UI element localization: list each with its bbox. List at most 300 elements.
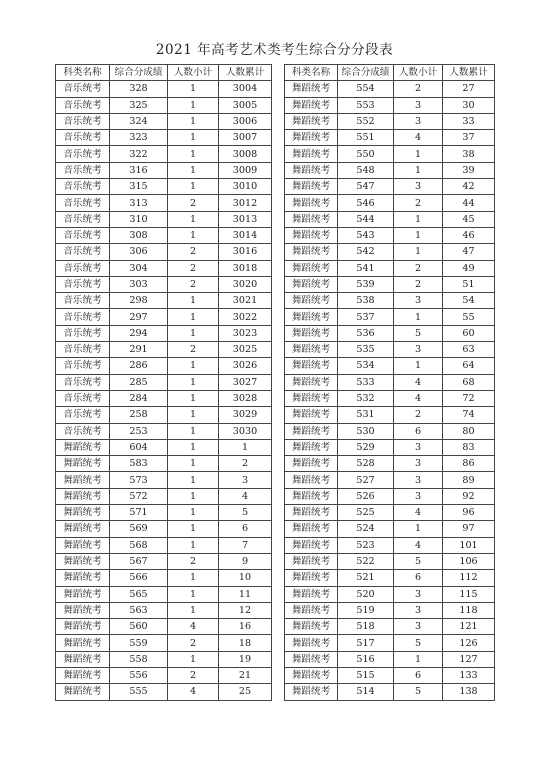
cell-count: 1 xyxy=(168,146,219,162)
cell-cumulative: 138 xyxy=(443,684,495,700)
table-row xyxy=(56,651,272,667)
cell-cumulative: 121 xyxy=(443,619,495,635)
table-row xyxy=(56,407,272,423)
table-row xyxy=(56,325,272,341)
cell-count: 2 xyxy=(168,260,219,276)
table-row xyxy=(285,423,495,439)
cell-score: 322 xyxy=(110,146,168,162)
cell-category: 舞蹈统考 xyxy=(285,293,338,309)
cell-count: 1 xyxy=(394,211,443,227)
cell-count: 1 xyxy=(394,521,443,537)
cell-category: 舞蹈统考 xyxy=(285,195,338,211)
cell-cumulative: 126 xyxy=(443,635,495,651)
cell-score: 538 xyxy=(338,293,394,309)
table-row xyxy=(285,244,495,260)
cell-category: 舞蹈统考 xyxy=(56,667,110,683)
cell-cumulative: 63 xyxy=(443,342,495,358)
cell-cumulative: 3018 xyxy=(219,260,272,276)
cell-score: 534 xyxy=(338,358,394,374)
table-row xyxy=(285,146,495,162)
cell-category: 舞蹈统考 xyxy=(285,586,338,602)
cell-cumulative: 44 xyxy=(443,195,495,211)
cell-category: 舞蹈统考 xyxy=(56,635,110,651)
cell-count: 4 xyxy=(394,505,443,521)
column-header-score: 综合分成绩 xyxy=(110,65,168,81)
cell-score: 525 xyxy=(338,505,394,521)
table-row xyxy=(285,276,495,292)
cell-cumulative: 3020 xyxy=(219,276,272,292)
cell-count: 1 xyxy=(168,537,219,553)
cell-score: 539 xyxy=(338,276,394,292)
cell-count: 1 xyxy=(168,472,219,488)
table-row xyxy=(285,635,495,651)
cell-category: 音乐统考 xyxy=(56,244,110,260)
cell-score: 572 xyxy=(110,488,168,504)
cell-count: 3 xyxy=(394,113,443,129)
cell-count: 4 xyxy=(394,374,443,390)
table-row xyxy=(285,211,495,227)
table-row xyxy=(56,81,272,97)
cell-cumulative: 33 xyxy=(443,113,495,129)
cell-cumulative: 115 xyxy=(443,586,495,602)
cell-cumulative: 3027 xyxy=(219,374,272,390)
cell-category: 舞蹈统考 xyxy=(285,374,338,390)
table-header-row xyxy=(285,65,495,81)
cell-cumulative: 7 xyxy=(219,537,272,553)
table-row xyxy=(56,635,272,651)
cell-score: 547 xyxy=(338,179,394,195)
cell-cumulative: 10 xyxy=(219,570,272,586)
cell-score: 517 xyxy=(338,635,394,651)
cell-count: 1 xyxy=(394,651,443,667)
cell-count: 3 xyxy=(394,456,443,472)
cell-cumulative: 3030 xyxy=(219,423,272,439)
cell-count: 1 xyxy=(168,488,219,504)
cell-score: 303 xyxy=(110,276,168,292)
cell-cumulative: 3007 xyxy=(219,130,272,146)
cell-category: 音乐统考 xyxy=(56,260,110,276)
cell-cumulative: 9 xyxy=(219,553,272,569)
cell-category: 舞蹈统考 xyxy=(285,162,338,178)
cell-score: 556 xyxy=(110,667,168,683)
cell-category: 舞蹈统考 xyxy=(56,602,110,618)
cell-cumulative: 3006 xyxy=(219,113,272,129)
cell-score: 520 xyxy=(338,586,394,602)
cell-score: 536 xyxy=(338,325,394,341)
cell-category: 舞蹈统考 xyxy=(285,505,338,521)
table-row xyxy=(285,537,495,553)
cell-cumulative: 68 xyxy=(443,374,495,390)
cell-count: 1 xyxy=(168,456,219,472)
score-tables xyxy=(55,64,494,704)
cell-score: 563 xyxy=(110,602,168,618)
cell-cumulative: 49 xyxy=(443,260,495,276)
cell-category: 舞蹈统考 xyxy=(56,570,110,586)
score-table-left xyxy=(55,64,272,701)
cell-category: 音乐统考 xyxy=(56,390,110,406)
cell-count: 1 xyxy=(168,570,219,586)
cell-cumulative: 21 xyxy=(219,667,272,683)
table-row xyxy=(56,211,272,227)
cell-count: 1 xyxy=(168,81,219,97)
table-row xyxy=(285,456,495,472)
cell-category: 音乐统考 xyxy=(56,81,110,97)
cell-category: 音乐统考 xyxy=(56,179,110,195)
cell-category: 音乐统考 xyxy=(56,325,110,341)
cell-count: 1 xyxy=(168,227,219,243)
cell-score: 548 xyxy=(338,162,394,178)
cell-category: 舞蹈统考 xyxy=(285,537,338,553)
table-row xyxy=(56,521,272,537)
cell-category: 舞蹈统考 xyxy=(285,179,338,195)
cell-score: 316 xyxy=(110,162,168,178)
table-row xyxy=(285,342,495,358)
cell-category: 音乐统考 xyxy=(56,195,110,211)
cell-category: 舞蹈统考 xyxy=(285,309,338,325)
cell-count: 1 xyxy=(394,309,443,325)
cell-score: 306 xyxy=(110,244,168,260)
column-header-score: 综合分成绩 xyxy=(338,65,394,81)
cell-category: 音乐统考 xyxy=(56,276,110,292)
cell-score: 516 xyxy=(338,651,394,667)
cell-score: 558 xyxy=(110,651,168,667)
cell-count: 6 xyxy=(394,423,443,439)
cell-category: 舞蹈统考 xyxy=(56,537,110,553)
cell-score: 567 xyxy=(110,553,168,569)
cell-category: 舞蹈统考 xyxy=(56,488,110,504)
cell-count: 1 xyxy=(168,325,219,341)
cell-count: 1 xyxy=(168,602,219,618)
cell-score: 583 xyxy=(110,456,168,472)
cell-score: 552 xyxy=(338,113,394,129)
cell-score: 514 xyxy=(338,684,394,700)
table-row xyxy=(285,586,495,602)
cell-cumulative: 64 xyxy=(443,358,495,374)
cell-cumulative: 54 xyxy=(443,293,495,309)
cell-count: 1 xyxy=(394,146,443,162)
cell-category: 舞蹈统考 xyxy=(56,521,110,537)
cell-count: 2 xyxy=(168,195,219,211)
cell-category: 舞蹈统考 xyxy=(285,390,338,406)
table-row xyxy=(56,439,272,455)
cell-score: 323 xyxy=(110,130,168,146)
cell-cumulative: 3004 xyxy=(219,81,272,97)
cell-score: 537 xyxy=(338,309,394,325)
cell-cumulative: 3 xyxy=(219,472,272,488)
cell-cumulative: 72 xyxy=(443,390,495,406)
cell-category: 音乐统考 xyxy=(56,423,110,439)
cell-cumulative: 37 xyxy=(443,130,495,146)
cell-cumulative: 97 xyxy=(443,521,495,537)
cell-cumulative: 38 xyxy=(443,146,495,162)
table-row xyxy=(285,488,495,504)
cell-category: 舞蹈统考 xyxy=(56,456,110,472)
cell-score: 519 xyxy=(338,602,394,618)
cell-score: 554 xyxy=(338,81,394,97)
cell-cumulative: 74 xyxy=(443,407,495,423)
cell-count: 4 xyxy=(394,390,443,406)
cell-count: 5 xyxy=(394,635,443,651)
table-row xyxy=(285,667,495,683)
cell-category: 音乐统考 xyxy=(56,146,110,162)
cell-score: 294 xyxy=(110,325,168,341)
cell-score: 543 xyxy=(338,227,394,243)
cell-count: 1 xyxy=(394,162,443,178)
cell-category: 舞蹈统考 xyxy=(285,113,338,129)
cell-cumulative: 47 xyxy=(443,244,495,260)
cell-cumulative: 30 xyxy=(443,97,495,113)
cell-category: 舞蹈统考 xyxy=(285,619,338,635)
cell-count: 2 xyxy=(168,276,219,292)
cell-score: 515 xyxy=(338,667,394,683)
page-title: 2021 年高考艺术类考生综合分分段表 xyxy=(155,42,394,58)
cell-cumulative: 3021 xyxy=(219,293,272,309)
cell-score: 528 xyxy=(338,456,394,472)
cell-cumulative: 3016 xyxy=(219,244,272,260)
cell-cumulative: 46 xyxy=(443,227,495,243)
cell-count: 1 xyxy=(168,309,219,325)
cell-score: 310 xyxy=(110,211,168,227)
cell-category: 舞蹈统考 xyxy=(56,684,110,700)
cell-cumulative: 11 xyxy=(219,586,272,602)
table-row xyxy=(56,374,272,390)
cell-category: 舞蹈统考 xyxy=(285,684,338,700)
table-row xyxy=(285,309,495,325)
cell-cumulative: 89 xyxy=(443,472,495,488)
cell-score: 258 xyxy=(110,407,168,423)
cell-category: 音乐统考 xyxy=(56,342,110,358)
cell-cumulative: 3025 xyxy=(219,342,272,358)
cell-count: 2 xyxy=(394,407,443,423)
cell-score: 527 xyxy=(338,472,394,488)
cell-score: 526 xyxy=(338,488,394,504)
cell-count: 3 xyxy=(394,586,443,602)
cell-category: 舞蹈统考 xyxy=(285,553,338,569)
cell-category: 舞蹈统考 xyxy=(285,635,338,651)
cell-count: 4 xyxy=(394,537,443,553)
cell-count: 3 xyxy=(394,342,443,358)
cell-cumulative: 60 xyxy=(443,325,495,341)
cell-score: 298 xyxy=(110,293,168,309)
cell-count: 1 xyxy=(168,358,219,374)
cell-count: 6 xyxy=(394,570,443,586)
cell-score: 533 xyxy=(338,374,394,390)
cell-score: 544 xyxy=(338,211,394,227)
cell-count: 2 xyxy=(394,81,443,97)
cell-count: 1 xyxy=(168,293,219,309)
cell-count: 1 xyxy=(168,407,219,423)
cell-category: 舞蹈统考 xyxy=(285,276,338,292)
table-row xyxy=(285,227,495,243)
cell-count: 1 xyxy=(168,130,219,146)
table-row xyxy=(56,244,272,260)
cell-category: 舞蹈统考 xyxy=(285,325,338,341)
cell-category: 舞蹈统考 xyxy=(56,553,110,569)
table-row xyxy=(285,113,495,129)
cell-category: 音乐统考 xyxy=(56,374,110,390)
cell-cumulative: 19 xyxy=(219,651,272,667)
table-row xyxy=(56,390,272,406)
cell-cumulative: 4 xyxy=(219,488,272,504)
table-body-left xyxy=(56,81,272,700)
cell-cumulative: 25 xyxy=(219,684,272,700)
cell-count: 3 xyxy=(394,179,443,195)
cell-score: 535 xyxy=(338,342,394,358)
table-row xyxy=(56,505,272,521)
cell-cumulative: 101 xyxy=(443,537,495,553)
cell-category: 舞蹈统考 xyxy=(56,586,110,602)
cell-count: 1 xyxy=(394,227,443,243)
cell-score: 518 xyxy=(338,619,394,635)
cell-count: 2 xyxy=(394,276,443,292)
cell-cumulative: 127 xyxy=(443,651,495,667)
table-row xyxy=(285,684,495,700)
cell-score: 553 xyxy=(338,97,394,113)
cell-score: 291 xyxy=(110,342,168,358)
cell-count: 3 xyxy=(394,97,443,113)
cell-count: 1 xyxy=(168,423,219,439)
cell-cumulative: 3028 xyxy=(219,390,272,406)
cell-category: 音乐统考 xyxy=(56,293,110,309)
cell-score: 529 xyxy=(338,439,394,455)
table-row xyxy=(285,439,495,455)
cell-score: 284 xyxy=(110,390,168,406)
table-row xyxy=(56,423,272,439)
table-header-row xyxy=(56,65,272,81)
cell-cumulative: 83 xyxy=(443,439,495,455)
cell-cumulative: 80 xyxy=(443,423,495,439)
table-row xyxy=(56,276,272,292)
cell-count: 2 xyxy=(394,195,443,211)
cell-score: 313 xyxy=(110,195,168,211)
cell-category: 音乐统考 xyxy=(56,97,110,113)
cell-score: 604 xyxy=(110,439,168,455)
cell-cumulative: 3009 xyxy=(219,162,272,178)
table-row xyxy=(56,146,272,162)
table-row xyxy=(285,602,495,618)
cell-category: 舞蹈统考 xyxy=(56,651,110,667)
cell-count: 5 xyxy=(394,325,443,341)
cell-score: 566 xyxy=(110,570,168,586)
cell-category: 舞蹈统考 xyxy=(285,244,338,260)
cell-count: 2 xyxy=(168,342,219,358)
cell-count: 1 xyxy=(168,162,219,178)
cell-count: 1 xyxy=(168,97,219,113)
cell-score: 550 xyxy=(338,146,394,162)
cell-cumulative: 106 xyxy=(443,553,495,569)
table-row xyxy=(56,309,272,325)
cell-count: 4 xyxy=(168,619,219,635)
table-row xyxy=(56,342,272,358)
cell-score: 524 xyxy=(338,521,394,537)
cell-cumulative: 51 xyxy=(443,276,495,292)
cell-category: 舞蹈统考 xyxy=(56,439,110,455)
cell-count: 1 xyxy=(168,390,219,406)
table-row xyxy=(56,97,272,113)
cell-count: 5 xyxy=(394,684,443,700)
cell-count: 3 xyxy=(394,293,443,309)
cell-category: 舞蹈统考 xyxy=(285,407,338,423)
cell-score: 541 xyxy=(338,260,394,276)
cell-cumulative: 39 xyxy=(443,162,495,178)
cell-count: 1 xyxy=(168,586,219,602)
table-row xyxy=(56,195,272,211)
cell-count: 3 xyxy=(394,439,443,455)
table-row xyxy=(285,358,495,374)
cell-cumulative: 3014 xyxy=(219,227,272,243)
cell-category: 舞蹈统考 xyxy=(285,651,338,667)
table-row xyxy=(285,619,495,635)
table-row xyxy=(285,521,495,537)
cell-cumulative: 96 xyxy=(443,505,495,521)
cell-category: 舞蹈统考 xyxy=(285,211,338,227)
cell-category: 舞蹈统考 xyxy=(285,146,338,162)
table-row xyxy=(56,553,272,569)
cell-score: 560 xyxy=(110,619,168,635)
cell-cumulative: 92 xyxy=(443,488,495,504)
cell-score: 324 xyxy=(110,113,168,129)
cell-score: 308 xyxy=(110,227,168,243)
cell-score: 568 xyxy=(110,537,168,553)
column-header-cumulative: 人数累计 xyxy=(443,65,495,81)
cell-cumulative: 45 xyxy=(443,211,495,227)
cell-category: 舞蹈统考 xyxy=(285,456,338,472)
cell-category: 舞蹈统考 xyxy=(285,602,338,618)
cell-category: 音乐统考 xyxy=(56,130,110,146)
column-header-count: 人数小计 xyxy=(168,65,219,81)
table-row xyxy=(56,488,272,504)
cell-count: 6 xyxy=(394,667,443,683)
score-table-right xyxy=(284,64,495,701)
cell-count: 3 xyxy=(394,602,443,618)
cell-cumulative: 3026 xyxy=(219,358,272,374)
cell-category: 音乐统考 xyxy=(56,227,110,243)
table-row xyxy=(56,130,272,146)
cell-score: 286 xyxy=(110,358,168,374)
cell-count: 1 xyxy=(168,211,219,227)
cell-category: 音乐统考 xyxy=(56,309,110,325)
cell-score: 569 xyxy=(110,521,168,537)
cell-score: 328 xyxy=(110,81,168,97)
table-row xyxy=(56,472,272,488)
cell-score: 530 xyxy=(338,423,394,439)
table-row xyxy=(56,684,272,700)
table-row xyxy=(56,619,272,635)
cell-category: 舞蹈统考 xyxy=(285,97,338,113)
cell-cumulative: 42 xyxy=(443,179,495,195)
table-row xyxy=(285,130,495,146)
cell-score: 565 xyxy=(110,586,168,602)
cell-category: 舞蹈统考 xyxy=(285,227,338,243)
cell-cumulative: 112 xyxy=(443,570,495,586)
cell-count: 1 xyxy=(394,244,443,260)
cell-count: 5 xyxy=(394,553,443,569)
column-header-count: 人数小计 xyxy=(394,65,443,81)
table-row xyxy=(56,179,272,195)
table-row xyxy=(56,113,272,129)
cell-cumulative: 3013 xyxy=(219,211,272,227)
cell-count: 2 xyxy=(168,244,219,260)
cell-count: 2 xyxy=(168,667,219,683)
cell-category: 舞蹈统考 xyxy=(285,439,338,455)
cell-cumulative: 27 xyxy=(443,81,495,97)
cell-score: 304 xyxy=(110,260,168,276)
cell-count: 4 xyxy=(168,684,219,700)
cell-count: 1 xyxy=(168,439,219,455)
cell-category: 舞蹈统考 xyxy=(285,667,338,683)
cell-category: 舞蹈统考 xyxy=(56,619,110,635)
cell-category: 舞蹈统考 xyxy=(285,570,338,586)
